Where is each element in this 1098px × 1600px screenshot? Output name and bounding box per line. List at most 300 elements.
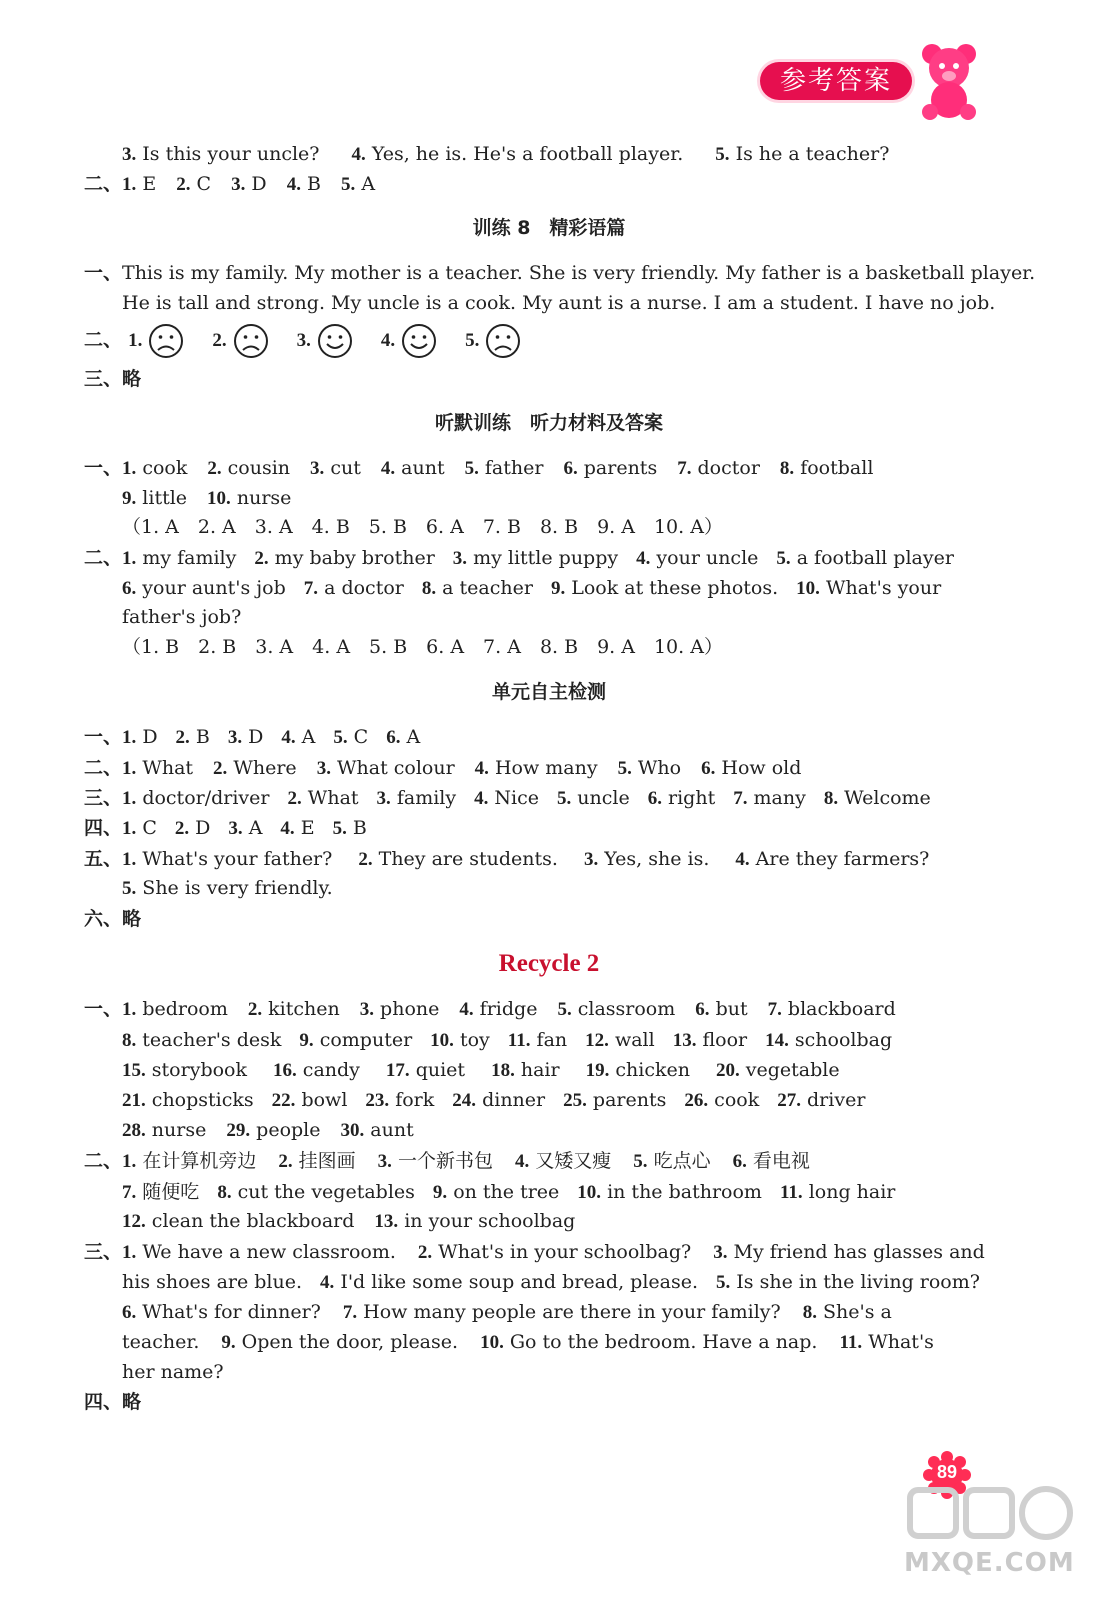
item-text: bowl: [301, 1089, 348, 1111]
item-number: 3.: [452, 548, 468, 569]
item-text: Look at these photos.: [571, 577, 779, 599]
watermark-url: MXQE.COM: [904, 1548, 1075, 1578]
item-number: 9.: [299, 1030, 314, 1051]
item-text: uncle: [577, 787, 630, 809]
item-text: teacher.: [122, 1331, 200, 1353]
answer-item: [618, 757, 682, 779]
item-text: a football player: [796, 547, 954, 569]
answer-item: [839, 1331, 933, 1353]
item-text: computer: [319, 1029, 413, 1051]
item-number: 4.: [636, 548, 651, 569]
item-text: classroom: [577, 998, 676, 1020]
answer-line: her name?: [122, 1361, 224, 1383]
item-text: cut: [330, 457, 361, 479]
answer-item: [320, 1271, 698, 1293]
item-text: We have a new classroom.: [142, 1241, 396, 1263]
sad-face-icon: [233, 323, 269, 359]
item-text: teacher's desk: [142, 1029, 282, 1051]
answer-item: [491, 1059, 560, 1081]
item-text: Open the door, please.: [241, 1331, 459, 1353]
answer-item: [648, 787, 716, 809]
item-text: C: [353, 726, 369, 748]
answer-item: [733, 787, 806, 809]
answer-item: [360, 998, 440, 1020]
item-number: 4.: [514, 1151, 530, 1172]
item-text: D: [248, 726, 264, 748]
answer-item: [713, 1241, 985, 1263]
item-text: storybook: [151, 1059, 247, 1081]
item-number: 6.: [732, 1151, 747, 1172]
item-number: 2.: [358, 849, 373, 870]
answer-item: [673, 1029, 747, 1051]
item-number: 3.: [713, 1242, 728, 1263]
answer-item: [780, 457, 874, 479]
item-text: Are they farmers?: [755, 848, 930, 870]
item-text: family: [396, 787, 457, 809]
answer-line: [122, 1057, 840, 1084]
item-text: nurse: [151, 1119, 207, 1141]
item-number: 9.: [432, 1182, 448, 1203]
item-number: 4.: [281, 727, 296, 748]
item-text: schoolbag: [794, 1029, 893, 1051]
item-number: 6.: [122, 578, 137, 599]
answer-item: [122, 998, 228, 1020]
answer-item: [299, 1029, 412, 1051]
answer-item: [695, 998, 747, 1020]
answer-item: [288, 787, 359, 809]
item-number: 24.: [452, 1090, 477, 1111]
item-text: 一个新书包: [397, 1150, 493, 1172]
item-text: but: [715, 998, 748, 1020]
item-text: 随便吃: [142, 1181, 200, 1203]
item-number: 14.: [765, 1030, 789, 1051]
item-number: 1.: [122, 818, 137, 839]
item-text: A: [406, 726, 421, 748]
item-text: What: [142, 757, 194, 779]
answer-item: [122, 487, 187, 509]
sad-face-icon: [485, 323, 521, 359]
answer-item: [122, 577, 286, 599]
item-number: 6.: [647, 788, 662, 809]
answer-item: [453, 547, 618, 569]
item-number: 11.: [839, 1332, 863, 1353]
item-text: right: [668, 787, 716, 809]
item-text: phone: [380, 998, 440, 1020]
answer-item: [803, 1301, 892, 1323]
answer-item: [122, 877, 333, 899]
item-number: 13.: [374, 1211, 399, 1232]
item-text: fork: [395, 1089, 435, 1111]
answer-line: [122, 1329, 934, 1356]
item-text: What colour: [336, 757, 455, 779]
item-text: chopsticks: [151, 1089, 254, 1111]
item-text: little: [142, 487, 188, 509]
item-number: 12.: [585, 1030, 609, 1051]
item-text: driver: [807, 1089, 866, 1111]
answer-item: [280, 817, 314, 839]
item-number: 10.: [430, 1030, 454, 1051]
answer-line: 二、1. 在计算机旁边 2. 挂图画 3. 一个新书包 4. 又矮又瘦 5. 吃点心 6. 看电视: [84, 1150, 810, 1172]
answer-item: [333, 726, 368, 748]
answer-item: [452, 1089, 545, 1111]
item-text: many: [753, 787, 806, 809]
item-number: 6.: [122, 1302, 137, 1323]
answer-item: [248, 998, 340, 1020]
answer-item: [765, 1029, 892, 1051]
item-number: 23.: [365, 1090, 390, 1111]
item-number: 3.: [316, 758, 331, 779]
item-text: his shoes are blue.: [122, 1271, 303, 1293]
item-number: 5.: [557, 999, 572, 1020]
item-text: D: [142, 726, 158, 748]
item-number: 6.: [386, 727, 401, 748]
item-number: 2.: [207, 458, 222, 479]
item-text: hair: [520, 1059, 560, 1081]
item-number: 1.: [122, 849, 137, 870]
answer-item: [422, 577, 533, 599]
answer-key-banner: 参考答案: [760, 62, 912, 100]
item-number: 1.: [128, 330, 143, 351]
item-number: 9.: [221, 1332, 236, 1353]
answer-item: [278, 1150, 355, 1172]
item-number: 28.: [122, 1120, 146, 1141]
answer-item: [333, 817, 367, 839]
answer-item: [310, 457, 361, 479]
item-text: people: [256, 1119, 321, 1141]
answer-item: [557, 787, 630, 809]
answer-line: 一、1. D 2. B 3. D 4. A 5. C 6. A: [84, 726, 421, 748]
answer-item: [207, 457, 290, 479]
item-text: What: [307, 787, 359, 809]
answer-item: [563, 1089, 666, 1111]
item-text: C: [142, 817, 157, 839]
answer-item: [475, 757, 598, 779]
item-number: 9.: [550, 578, 566, 599]
answer-item: [122, 457, 187, 479]
answer-item: [386, 726, 420, 748]
item-text: long hair: [808, 1181, 896, 1203]
item-text: 挂图画: [298, 1150, 356, 1172]
answer-item: [122, 1301, 321, 1323]
item-number: 2.: [254, 548, 269, 569]
item-number: 2.: [175, 727, 190, 748]
answer-item: [378, 1150, 493, 1172]
item-number: 8.: [779, 458, 795, 479]
item-text: Nice: [494, 787, 539, 809]
answer-item: [228, 817, 262, 839]
answer-line: [122, 1027, 892, 1054]
item-number: 2.: [247, 999, 263, 1020]
item-number: 2.: [174, 818, 190, 839]
item-text: They are students.: [378, 848, 558, 870]
item-number: 1.: [122, 458, 137, 479]
item-number: 2.: [212, 330, 227, 351]
item-number: 5.: [716, 1272, 731, 1293]
faces-row: 二、 1. 2. 3. 4. 5.: [84, 322, 527, 359]
item-number: 1.: [122, 1151, 137, 1172]
answer-line: 二、1. What 2. Where 3. What colour 4. How many 5. Who 6. How old: [84, 757, 802, 779]
answer-line: 二、1. E 2. C 3. D 4. B 5. A: [84, 173, 376, 195]
item-number: 25.: [563, 1090, 587, 1111]
answer-item: [122, 848, 332, 870]
item-number: 1.: [122, 788, 137, 809]
item-text: 又矮又瘦: [535, 1150, 612, 1172]
item-text: 在计算机旁边: [142, 1150, 257, 1172]
answer-item: [273, 1059, 360, 1081]
answer-item: [515, 1150, 611, 1172]
answer-line: [122, 1208, 575, 1235]
item-number: 7.: [733, 788, 748, 809]
item-number: 19.: [585, 1060, 610, 1081]
item-text: your aunt's job: [142, 577, 286, 599]
answer-item: [365, 1089, 434, 1111]
item-text: cook: [714, 1089, 760, 1111]
answer-line: 六、略: [84, 908, 142, 930]
item-number: 2.: [287, 788, 302, 809]
answer-item: [122, 1241, 396, 1263]
item-number: 5.: [776, 548, 791, 569]
answer-item: [701, 757, 801, 779]
item-number: 6.: [701, 758, 716, 779]
item-number: 5.: [465, 330, 480, 351]
item-number: 2.: [213, 758, 228, 779]
item-text: Where: [233, 757, 297, 779]
item-text: a doctor: [324, 577, 404, 599]
item-text: What's for dinner?: [142, 1301, 321, 1323]
item-number: 9.: [122, 488, 137, 509]
answer-item: [684, 1089, 759, 1111]
item-number: 1.: [122, 548, 137, 569]
item-number: 16.: [273, 1060, 297, 1081]
item-text: What's in your schoolbag?: [438, 1241, 692, 1263]
answer-item: [459, 998, 537, 1020]
item-text: in your schoolbag: [404, 1210, 576, 1232]
answer-item: [508, 1029, 567, 1051]
item-number: 7.: [767, 999, 782, 1020]
item-number: 17.: [385, 1060, 410, 1081]
item-text: How many people are there in your family?: [363, 1301, 781, 1323]
face-item: [381, 329, 443, 351]
answer-item: [341, 1119, 414, 1141]
answer-item: [374, 1210, 575, 1232]
item-text: Go to the bedroom. Have a nap.: [509, 1331, 818, 1353]
item-text: I'd like some soup and bread, please.: [340, 1271, 698, 1293]
item-number: 4.: [474, 788, 489, 809]
item-text: cook: [142, 457, 188, 479]
item-text: B: [352, 817, 367, 839]
item-text: bedroom: [142, 998, 228, 1020]
item-number: 4.: [320, 1272, 335, 1293]
item-text: kitchen: [268, 998, 340, 1020]
answer-item: [780, 1181, 895, 1203]
item-number: 22.: [271, 1090, 296, 1111]
item-number: 8.: [122, 1030, 137, 1051]
item-number: 5.: [617, 758, 632, 779]
item-number: 30.: [340, 1120, 365, 1141]
item-text: aunt: [370, 1119, 414, 1141]
item-number: 3.: [296, 330, 311, 351]
item-text: blackboard: [787, 998, 896, 1020]
answer-item: [636, 547, 758, 569]
item-number: 1.: [122, 999, 137, 1020]
answer-item: [584, 848, 709, 870]
item-number: 26.: [684, 1090, 709, 1111]
answer-line: [122, 485, 291, 512]
answer-item: [563, 457, 657, 479]
item-text: How old: [721, 757, 802, 779]
item-number: 12.: [122, 1211, 146, 1232]
item-number: 8.: [217, 1182, 232, 1203]
answer-item: [122, 1029, 281, 1051]
item-number: 3.: [310, 458, 325, 479]
answer-item: [418, 1241, 691, 1263]
answer-item: [122, 1150, 256, 1172]
answer-item: [175, 817, 211, 839]
item-text: 看电视: [752, 1150, 810, 1172]
item-text: 吃点心: [653, 1150, 711, 1172]
item-number: 11.: [779, 1182, 803, 1203]
item-text: cousin: [227, 457, 291, 479]
item-number: 8.: [823, 788, 839, 809]
item-number: 3.: [228, 818, 243, 839]
item-number: 1.: [122, 758, 137, 779]
answer-line: 三、1. doctor/driver 2. What 3. family 4. Nice 5. uncle 6. right 7. many 8. Welcome: [84, 787, 931, 809]
item-text: floor: [702, 1029, 748, 1051]
item-text: A: [248, 817, 263, 839]
answer-item: [272, 1089, 348, 1111]
item-text: D: [195, 817, 211, 839]
item-text: fan: [536, 1029, 568, 1051]
answer-item: [433, 1181, 559, 1203]
answer-item: [716, 1271, 980, 1293]
item-number: 3.: [583, 849, 599, 870]
item-number: 5.: [464, 458, 479, 479]
answer-item: [465, 457, 544, 479]
happy-face-icon: [317, 323, 353, 359]
item-number: 4.: [474, 758, 489, 779]
item-text: quiet: [415, 1059, 466, 1081]
page-number: 89: [936, 1462, 958, 1482]
item-text: a teacher: [442, 577, 533, 599]
answer-item: [586, 1059, 690, 1081]
item-number: 7.: [122, 1182, 137, 1203]
item-text: B: [195, 726, 210, 748]
face-item: [465, 329, 527, 351]
answer-line: [122, 875, 333, 902]
answer-item: [317, 757, 455, 779]
item-text: in the bathroom: [607, 1181, 762, 1203]
teddy-bear-icon: [918, 42, 980, 122]
answer-item: [480, 1331, 817, 1353]
item-text: football: [800, 457, 874, 479]
item-text: Is she in the living room?: [736, 1271, 980, 1293]
item-number: 5.: [332, 818, 347, 839]
answer-line: （1. B 2. B 3. A 4. A 5. B 6. A 7. A 8. B 9. A 10. A）: [122, 636, 723, 658]
item-text: my family: [142, 547, 237, 569]
item-text: What's your: [825, 577, 942, 599]
passage-line: 一、This is my family. My mother is a teacher. She is very friendly. My father is a basketball player.: [84, 262, 1036, 284]
item-number: 3.: [377, 1151, 392, 1172]
face-item: [212, 329, 274, 351]
item-number: 1.: [122, 727, 137, 748]
answer-item: [122, 787, 269, 809]
item-text: fridge: [479, 998, 538, 1020]
item-text: clean the blackboard: [151, 1210, 355, 1232]
item-text: your uncle: [656, 547, 759, 569]
item-number: 10.: [577, 1182, 602, 1203]
answer-line: [122, 1269, 980, 1296]
item-text: Yes, she is.: [604, 848, 710, 870]
section-heading: 单元自主检测: [491, 681, 606, 703]
answer-item: [824, 787, 931, 809]
item-number: 10.: [480, 1332, 504, 1353]
answer-line: 一、1. bedroom 2. kitchen 3. phone 4. fridge 5. classroom 6. but 7. blackboard: [84, 998, 896, 1020]
item-number: 2.: [278, 1151, 293, 1172]
item-number: 1.: [122, 1242, 137, 1263]
answer-item: [122, 1181, 199, 1203]
answer-item: [176, 726, 210, 748]
item-number: 3.: [376, 788, 391, 809]
face-item: [128, 329, 190, 351]
answer-line: 三、略: [84, 368, 142, 390]
item-number: 27.: [777, 1090, 801, 1111]
answer-item: [207, 487, 291, 509]
item-text: toy: [459, 1029, 490, 1051]
sad-face-icon: [148, 323, 184, 359]
answer-item: [557, 998, 675, 1020]
item-number: 5.: [556, 788, 572, 809]
item-number: 5.: [333, 727, 348, 748]
answer-item: [122, 817, 157, 839]
item-number: 2.: [417, 1242, 433, 1263]
item-text: A: [301, 726, 316, 748]
item-number: 4.: [459, 999, 474, 1020]
item-text: on the tree: [453, 1181, 560, 1203]
item-number: 4.: [735, 849, 750, 870]
item-text: dinner: [482, 1089, 546, 1111]
item-text: candy: [302, 1059, 360, 1081]
item-text: E: [300, 817, 315, 839]
answer-item: [768, 998, 896, 1020]
item-number: 13.: [672, 1030, 697, 1051]
item-text: parents: [583, 457, 658, 479]
answer-item: [474, 787, 539, 809]
item-text: aunt: [401, 457, 445, 479]
answer-line: 五、1. What's your father? 2. They are students. 3. Yes, she is. 4. Are they farmers?: [84, 848, 930, 870]
answer-item: [122, 757, 193, 779]
item-number: 18.: [491, 1060, 515, 1081]
answer-item: [122, 547, 236, 569]
answer-item: [122, 1119, 206, 1141]
answer-item: [281, 726, 315, 748]
answer-line: 3. Is this your uncle? 4. Yes, he is. He's a football player. 5. Is he a teacher?: [122, 143, 890, 165]
item-text: How many: [494, 757, 598, 779]
item-text: cut the vegetables: [237, 1181, 415, 1203]
item-number: 15.: [122, 1060, 146, 1081]
answer-item: [776, 547, 954, 569]
item-text: chicken: [615, 1059, 690, 1081]
happy-face-icon: [401, 323, 437, 359]
item-number: 5.: [633, 1151, 648, 1172]
answer-item: [733, 1150, 810, 1172]
item-number: 4.: [380, 458, 396, 479]
answer-item: [677, 457, 760, 479]
answer-item: [386, 1059, 465, 1081]
item-text: She's a: [823, 1301, 892, 1323]
item-text: parents: [592, 1089, 667, 1111]
item-number: 7.: [303, 578, 319, 599]
face-item: [297, 329, 359, 351]
